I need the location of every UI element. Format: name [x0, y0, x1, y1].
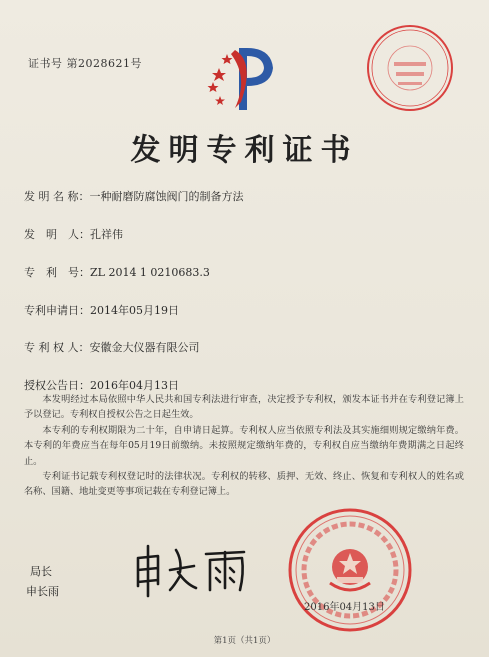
signatory-title: 局长: [30, 565, 52, 578]
logo-star-1: [212, 68, 226, 81]
field-value: 安徽金大仪器有限公司: [89, 341, 200, 354]
field-inventor: [24, 226, 123, 242]
certificate-body: [24, 392, 464, 500]
signatory-name: 申长雨: [26, 585, 59, 598]
field-label: 专 利 权 人：: [24, 341, 90, 354]
field-patent-number: [24, 264, 210, 280]
body-paragraph: 本专利的专利权期限为二十年，自申请日起算。专利权人应当依照专利法及其实施细则规定缴纳年费。本专利的年费应当在每年05月19日前缴纳。未按照规定缴纳年费的，专利权自应当缴纳年费期满之日起终止。: [24, 424, 464, 467]
field-application-date: [24, 302, 179, 318]
field-patentee: [24, 339, 200, 355]
field-label: 专 利 号：: [24, 266, 90, 279]
certificate-number-value: 第2028621号: [66, 57, 142, 70]
body-paragraph: 本发明经过本局依照中华人民共和国专利法进行审查，决定授予专利权，颁发本证书并在专利登记簿上予以登记。专利权自授权公告之日起生效。: [24, 394, 464, 421]
agency-seal: [364, 22, 456, 114]
field-label: 授权公告日：: [24, 379, 90, 392]
field-grant-date: [24, 377, 179, 393]
logo-star-4: [215, 96, 225, 105]
field-value: 一种耐磨防腐蚀阀门的制备方法: [89, 190, 244, 203]
body-paragraph: 专利证书记载专利权登记时的法律状况。专利权的转移、质押、无效、终止、恢复和专利权人的姓名或名称、国籍、地址变更等事项记载在专利登记簿上。: [24, 471, 464, 498]
field-label: 专利申请日：: [24, 304, 90, 317]
certificate-number-label: 证书号: [28, 57, 63, 70]
official-seal: [285, 505, 415, 635]
field-value: 2016年04月13日: [90, 379, 179, 392]
certificate-title: 发明专利证书: [130, 133, 359, 168]
field-label: 发 明 人：: [24, 228, 90, 241]
field-invention-name: [24, 188, 244, 204]
seal-date: 2016年04月13日: [304, 602, 385, 613]
field-label: 发 明 名 称：: [24, 190, 90, 203]
field-value: 2014年05月19日: [90, 304, 179, 317]
field-value: ZL 2014 1 0210683.3: [90, 266, 210, 279]
certificate-number: [28, 55, 142, 71]
patent-office-logo: [205, 42, 283, 114]
page-number: 第1页（共1页）: [213, 636, 276, 646]
field-value: 孔祥伟: [90, 228, 123, 241]
logo-star-3: [222, 54, 233, 64]
logo-star-2: [208, 82, 219, 92]
handwritten-signature: [130, 540, 255, 600]
